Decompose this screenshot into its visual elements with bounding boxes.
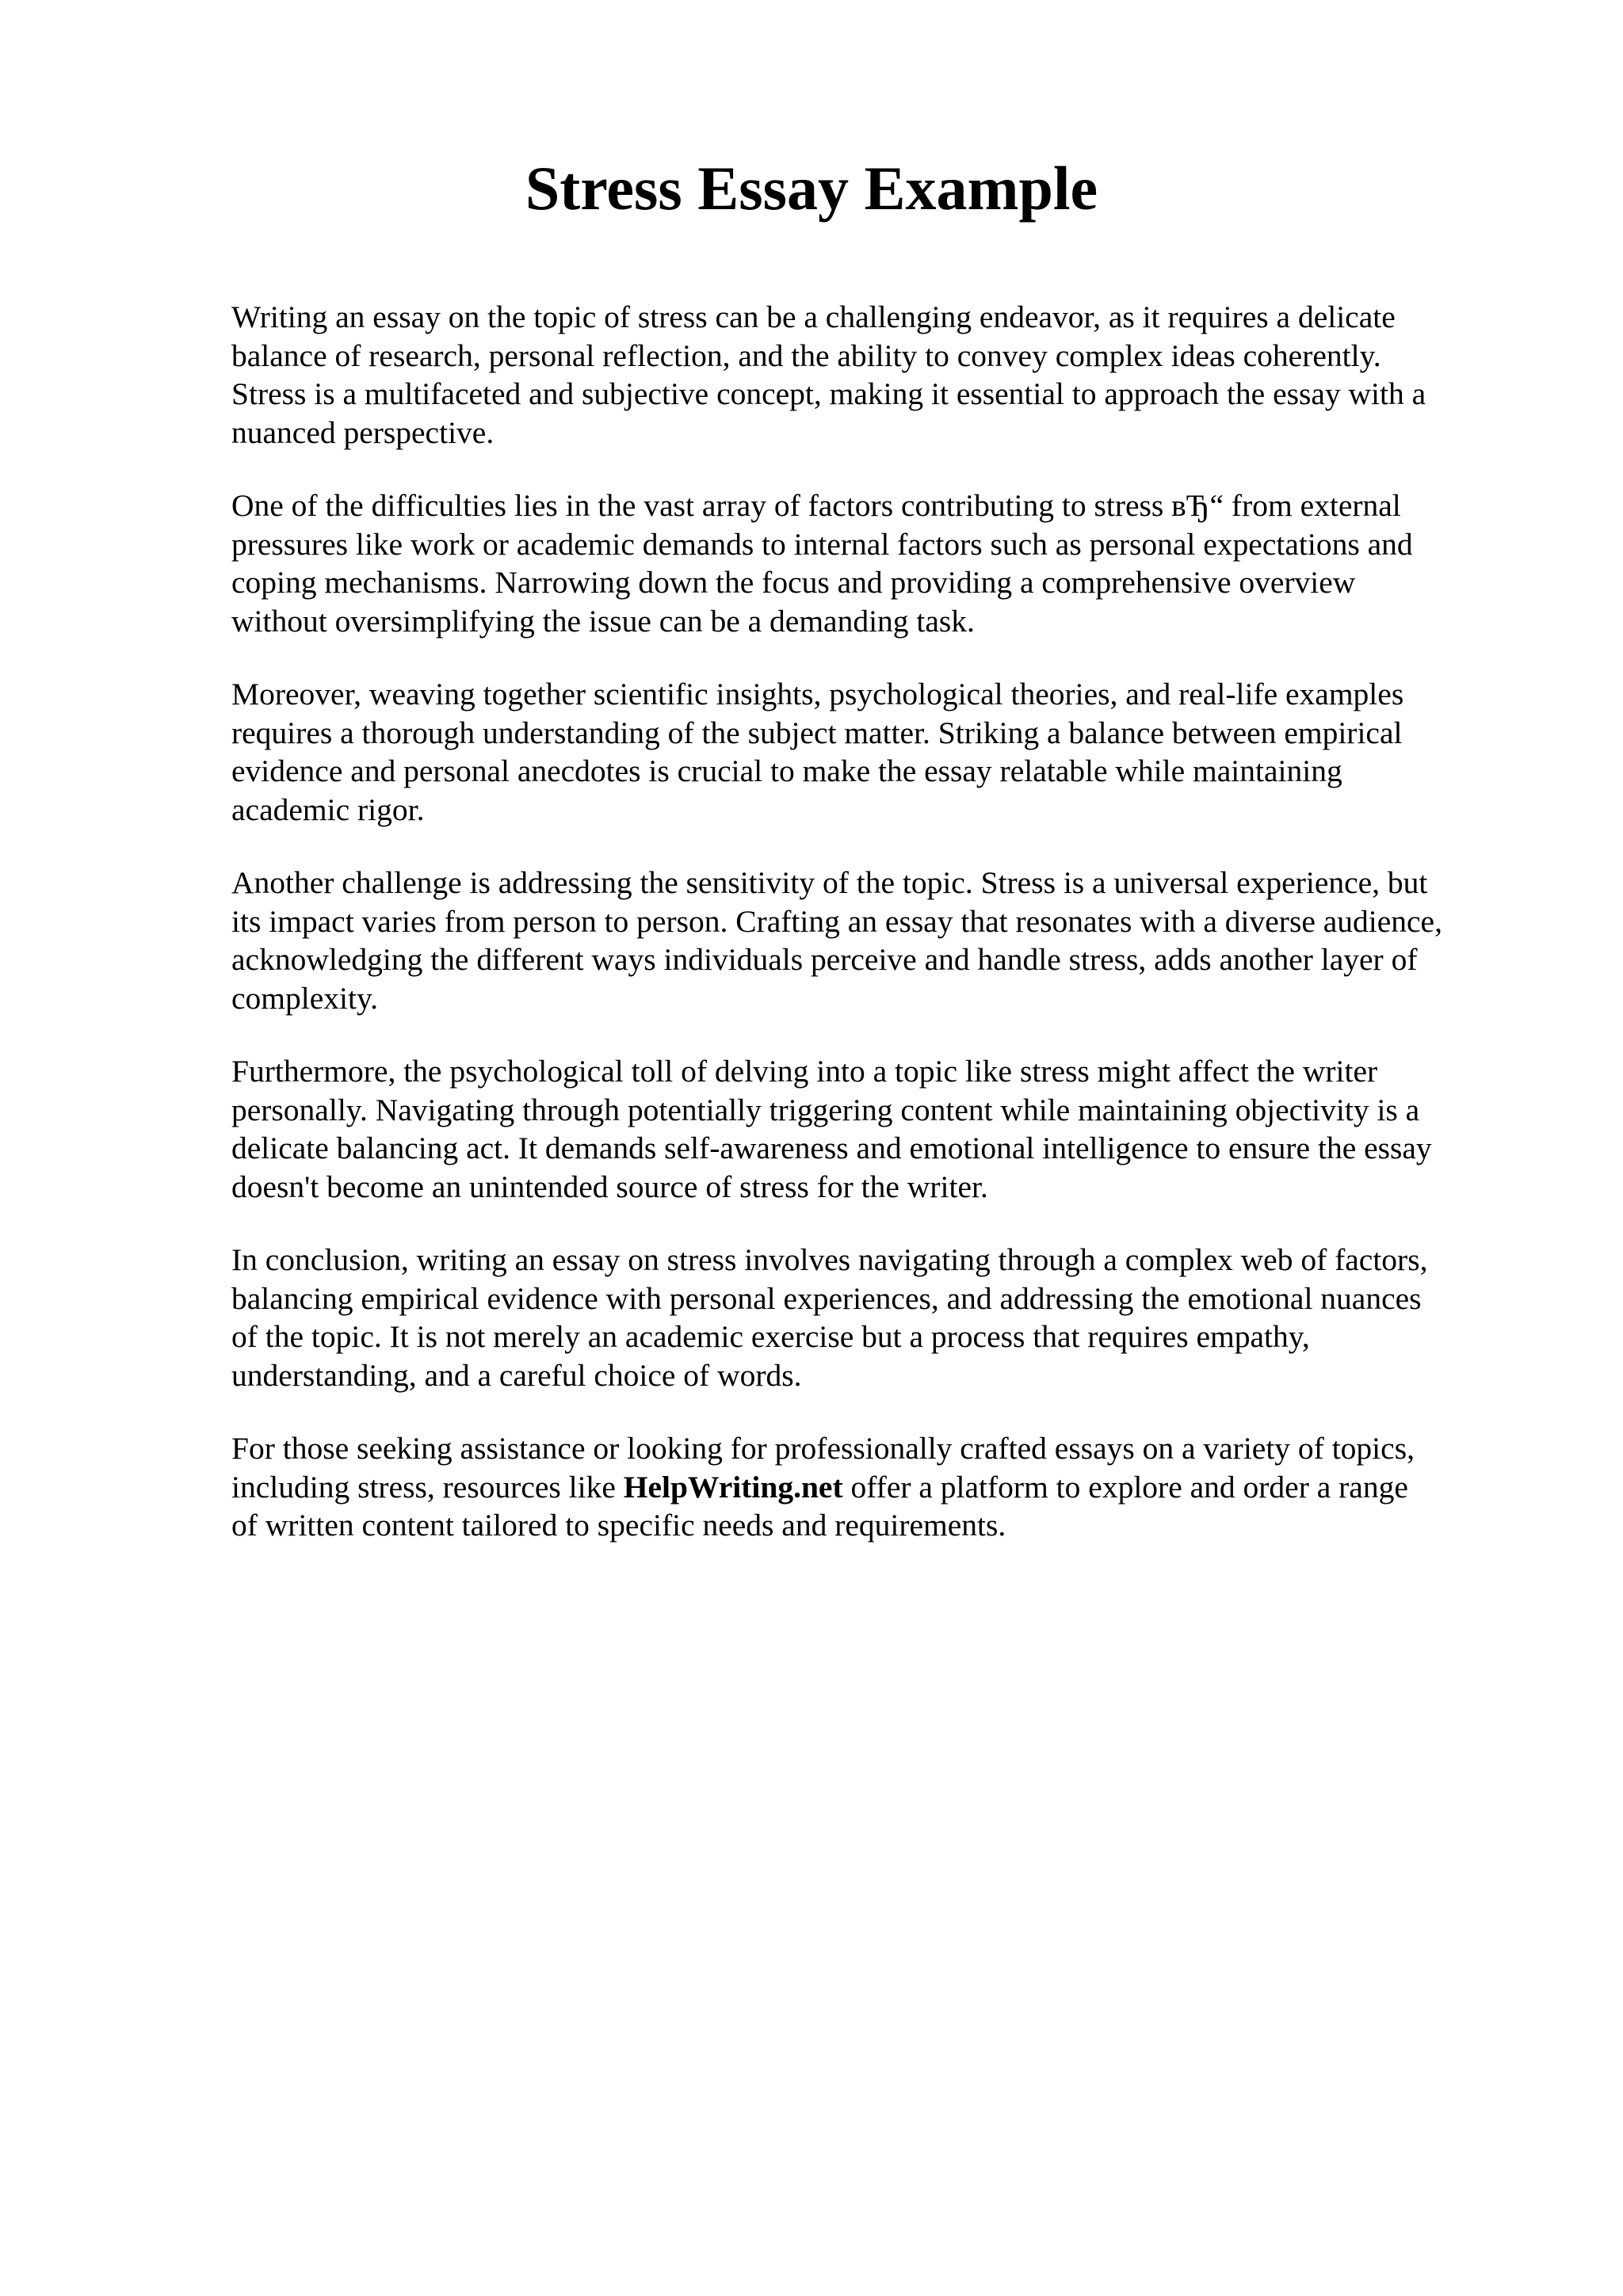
- text-line: pressures like work or academic demands to internal factors such as personal expectations and: [231, 526, 1413, 562]
- text-line: Writing an essay on the topic of stress can be a challenging endeavor, as it requires a delicate: [231, 299, 1396, 334]
- text-line: nuanced perspective.: [231, 414, 495, 450]
- text-line: evidence and personal anecdotes is crucial to make the essay relatable while maintaining: [231, 753, 1342, 788]
- essay-body: [231, 298, 1531, 1580]
- text-line: of the topic. It is not merely an academic exercise but a process that requires empathy,: [231, 1319, 1310, 1354]
- text-line: academic rigor.: [231, 791, 425, 827]
- text-line: coping mechanisms. Narrowing down the focus and providing a comprehensive overview: [231, 565, 1356, 600]
- text-line-with-site: [231, 1468, 1531, 1507]
- text-fragment: including stress, resources like: [231, 1469, 624, 1505]
- paragraph-closing: [231, 1429, 1531, 1545]
- paragraph-difficulties: [231, 486, 1531, 640]
- site-name: HelpWriting.net: [623, 1469, 843, 1505]
- text-line: balancing empirical evidence with personal experiences, and addressing the emotional nuances: [231, 1280, 1422, 1316]
- text-line: doesn't become an unintended source of stress for the writer.: [231, 1169, 988, 1204]
- page-title: Stress Essay Example: [525, 154, 1098, 223]
- text-line: For those seeking assistance or looking for professionally crafted essays on a variety of topics,: [231, 1431, 1415, 1466]
- paragraph-conclusion: [231, 1241, 1531, 1394]
- text-line: balance of research, personal reflection, and the ability to convey complex ideas coherently.: [231, 338, 1381, 373]
- text-line: of written content tailored to specific needs and requirements.: [231, 1508, 1006, 1543]
- text-fragment: offer a platform to explore and order a range: [842, 1469, 1408, 1505]
- paragraph-sensitivity: [231, 864, 1531, 1017]
- paragraph-intro: [231, 298, 1531, 452]
- text-line: acknowledging the different ways individuals perceive and handle stress, adds another layer of: [231, 942, 1418, 977]
- text-line: Furthermore, the psychological toll of delving into a topic like stress might affect the writer: [231, 1054, 1378, 1089]
- text-line: its impact varies from person to person. Crafting an essay that resonates with a diverse audience,: [231, 903, 1442, 939]
- text-line: without oversimplifying the issue can be a demanding task.: [231, 603, 975, 639]
- text-line: requires a thorough understanding of the subject matter. Striking a balance between empirical: [231, 715, 1403, 750]
- text-line: complexity.: [231, 980, 379, 1016]
- text-line: One of the difficulties lies in the vast array of factors contributing to stress вЂ“ from external: [231, 488, 1401, 523]
- text-line: Moreover, weaving together scientific insights, psychological theories, and real-life examples: [231, 677, 1404, 711]
- text-line: understanding, and a careful choice of words.: [231, 1357, 802, 1393]
- text-line: delicate balancing act. It demands self-awareness and emotional intelligence to ensure the essay: [231, 1131, 1432, 1165]
- paragraph-psychological-toll: [231, 1052, 1531, 1206]
- text-line: personally. Navigating through potentially triggering content while maintaining objectivity is a: [231, 1092, 1420, 1127]
- text-line: Another challenge is addressing the sensitivity of the topic. Stress is a universal experience, but: [231, 865, 1428, 900]
- text-line: In conclusion, writing an essay on stress involves navigating through a complex web of factors,: [231, 1242, 1428, 1277]
- paragraph-moreover: [231, 675, 1531, 829]
- text-line: Stress is a multifaceted and subjective concept, making it essential to approach the essay with a: [231, 376, 1426, 411]
